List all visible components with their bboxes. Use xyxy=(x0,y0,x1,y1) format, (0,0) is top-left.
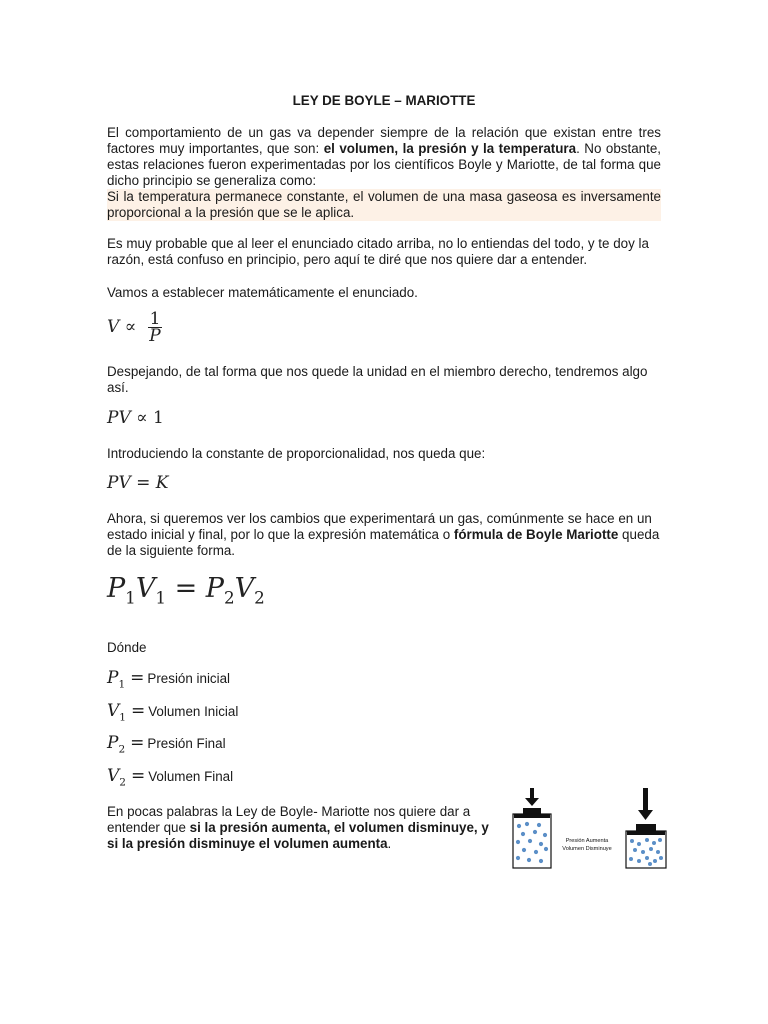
piston xyxy=(523,808,541,814)
down-arrow-icon xyxy=(525,798,539,806)
definition-p2 xyxy=(107,733,226,755)
formula4-p1: $P_1$ xyxy=(107,573,136,608)
paragraph-explanation: Es muy probable que al leer el enunciado citado arriba, no lo entiendas del todo, y te doy la razón, está confuso en principio, pero aquí te diré que nos quiere dar a entender. xyxy=(107,236,649,267)
gas-particles-right xyxy=(629,838,663,866)
paragraph-constante: Introduciendo la constante de proporcionalidad, nos queda que: xyxy=(107,446,486,461)
container-high-pressure xyxy=(626,788,666,868)
formula1-fraction xyxy=(148,311,163,344)
formula3-op: = xyxy=(136,473,151,493)
paragraph-boyle-formula xyxy=(107,511,661,559)
gas-particles-left xyxy=(516,822,548,863)
def-text: Presión Final xyxy=(147,736,226,751)
document-title: LEY DE BOYLE – MARIOTTE xyxy=(292,93,476,108)
intro-paragraph xyxy=(107,125,661,221)
cylinder xyxy=(626,831,666,868)
paragraph-establish: Vamos a establecer matemáticamente el enunciado. xyxy=(107,285,418,300)
para6-end: queda de la siguiente forma. xyxy=(107,527,660,558)
closing-start: En pocas palabras la Ley de Boyle- Mariotte nos quiere dar a entender que xyxy=(107,804,471,835)
intro-text: El comportamiento de un gas va depender siempre de la relación que existan entre tres factores muy importantes, que son: xyxy=(107,125,661,156)
formula1-left: V xyxy=(107,317,120,337)
para6-start: Ahora, si queremos ver los cambios que experimentará un gas, comúnmente se hace en un estado inicial y final, por lo que la expresión matemática o xyxy=(107,511,652,542)
piston-diagram xyxy=(506,778,672,874)
formula1-op: ∝ xyxy=(124,317,137,337)
closing-end: . xyxy=(387,836,392,851)
formula2-left: PV xyxy=(107,408,131,428)
closing-bold: si la presión aumenta, el volumen disminuye, y si la presión disminuye el volumen aumenta xyxy=(107,820,489,851)
para6-bold: fórmula de Boyle Mariotte xyxy=(453,527,619,542)
def-equals: = xyxy=(130,701,146,721)
formula4-v1: $V_1$ xyxy=(135,573,166,608)
def-equals: = xyxy=(130,668,145,688)
definition-p1 xyxy=(107,668,230,690)
paragraph-despejando: Despejando, de tal forma que nos quede la unidad en el miembro derecho, tendremos algo así. xyxy=(107,364,648,395)
def-equals: = xyxy=(130,766,146,786)
def-text: Volumen Inicial xyxy=(148,704,239,719)
intro-bold-factors: el volumen, la presión y la temperatura xyxy=(323,141,577,156)
diagram-label-volume: Volumen Disminuye xyxy=(562,846,612,852)
paragraph-closing xyxy=(107,804,493,852)
formula1-numerator: 1 xyxy=(149,309,161,329)
piston xyxy=(636,824,656,831)
down-arrow-icon xyxy=(643,788,648,812)
def-text: Presión inicial xyxy=(147,671,231,686)
formula-pv-equals-k xyxy=(107,473,168,493)
formula4-p2: $P_2$ xyxy=(205,573,235,608)
definition-v2 xyxy=(107,766,233,788)
def-text: Volumen Final xyxy=(148,769,234,784)
formula-pv-proportional xyxy=(107,408,164,428)
formula2-op: ∝ xyxy=(136,408,148,428)
formula-proportional xyxy=(107,311,162,344)
donde-label: Dónde xyxy=(107,640,147,655)
definition-v1 xyxy=(107,701,238,723)
def-equals: = xyxy=(130,733,145,753)
formula3-right: K xyxy=(155,473,169,493)
def-symbol: $P_2$ xyxy=(107,733,126,756)
def-symbol: $P_1$ xyxy=(107,668,126,691)
diagram-label-pressure: Presión Aumenta xyxy=(565,838,609,844)
formula4-v2: $V_2$ xyxy=(234,573,265,608)
formula1-denominator: P xyxy=(149,326,161,346)
formula-boyle-mariotte xyxy=(107,573,265,607)
formula2-right: 1 xyxy=(153,408,164,428)
formula3-left: PV xyxy=(107,473,131,493)
down-arrow-icon xyxy=(638,810,653,820)
def-symbol: $V_1$ xyxy=(107,701,126,724)
formula4-op: = xyxy=(174,573,198,604)
law-statement: Si la temperatura permanece constante, el volumen de una masa gaseosa es inversamente proporcional a la presión que se le aplica. xyxy=(107,189,661,220)
def-symbol: $V_2$ xyxy=(107,766,126,789)
intro-text-end: . No obstante, estas relaciones fueron experimentadas por los científicos Boyle y Mariotte, de tal forma que dicho principio se generaliza como: xyxy=(107,141,661,188)
